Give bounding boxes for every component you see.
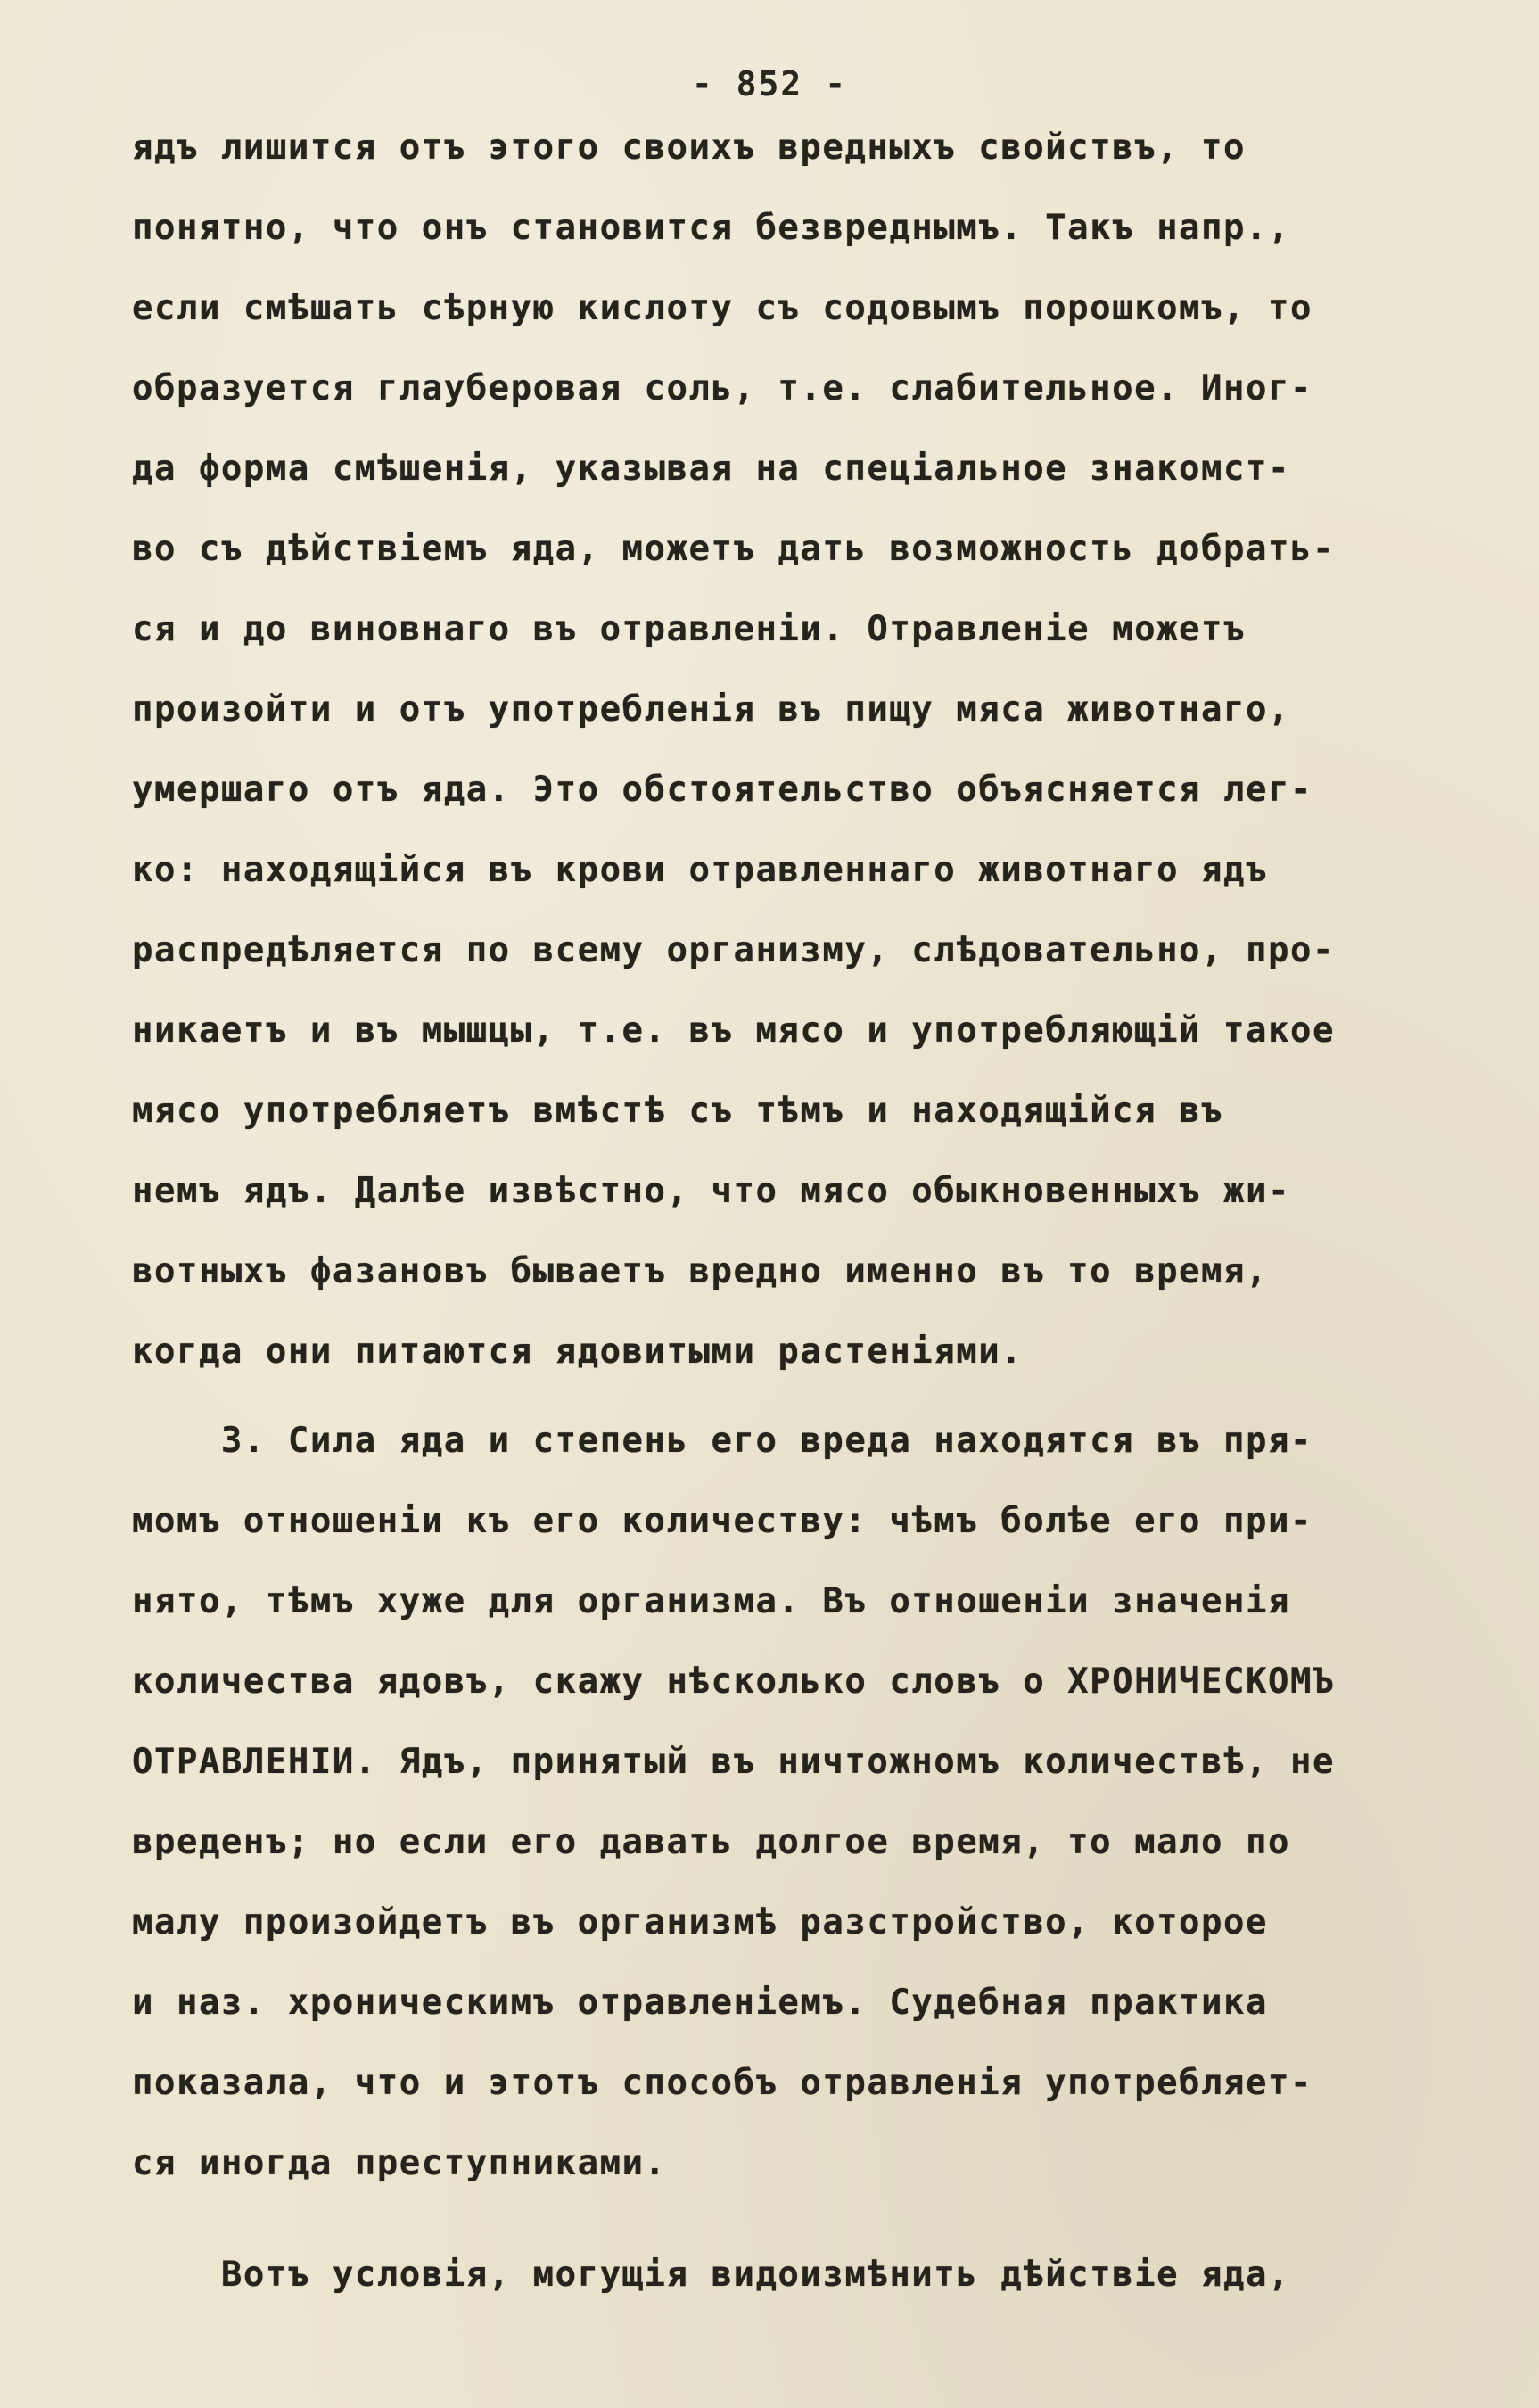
- text-line: ся и до виновнаго въ отравленіи. Отравленіе можетъ: [132, 609, 1246, 649]
- text-line: вотныхъ фазановъ бываетъ вредно именно въ то время,: [132, 1251, 1268, 1291]
- text-line: малу произойдетъ въ организмѣ разстройство, которое: [132, 1902, 1268, 1942]
- text-line: произойти и отъ употребленія въ пищу мяса животнаго,: [132, 689, 1290, 730]
- text-line: никаетъ и въ мышцы, т.е. въ мясо и употребляющій такое: [132, 1010, 1335, 1051]
- text-line: если смѣшать сѣрную кислоту съ содовымъ порошкомъ, то: [132, 288, 1313, 328]
- text-line: и наз. хроническимъ отравленіемъ. Судебная практика: [132, 1983, 1268, 2023]
- text-line: показала, что и этотъ способъ отравленія употребляет-: [132, 2063, 1313, 2103]
- text-line: ко: находящійся въ крови отравленнаго животнаго ядъ: [132, 850, 1268, 890]
- text-line: ОТРАВЛЕНІИ. Ядъ, принятый въ ничтожномъ количествѣ, не: [132, 1742, 1335, 1782]
- text-line: когда они питаются ядовитыми растеніями.: [132, 1332, 1024, 1372]
- text-line: немъ ядъ. Далѣе извѣстно, что мясо обыкновенныхъ жи-: [132, 1171, 1290, 1211]
- text-line: во съ дѣйствіемъ яда, можетъ дать возможность добрать-: [132, 529, 1335, 569]
- text-line: 3. Сила яда и степень его вреда находятся въ пря-: [132, 1421, 1313, 1461]
- text-line: умершаго отъ яда. Это обстоятельство объясняется лег-: [132, 770, 1313, 810]
- text-line: нято, тѣмъ хуже для организма. Въ отношеніи значенія: [132, 1581, 1290, 1621]
- text-line: вреденъ; но если его давать долгое время, то мало по: [132, 1822, 1290, 1862]
- text-line: момъ отношеніи къ его количеству: чѣмъ болѣе его при-: [132, 1501, 1313, 1541]
- text-line: образуется глауберовая соль, т.е. слабительное. Иног-: [132, 368, 1313, 408]
- text-line: количества ядовъ, скажу нѣсколько словъ о ХРОНИЧЕСКОМЪ: [132, 1662, 1335, 1702]
- page-number: - 852 -: [691, 64, 848, 103]
- text-line: Вотъ условія, могущія видоизмѣнить дѣйствіе яда,: [132, 2255, 1290, 2295]
- text-line: ядъ лишится отъ этого своихъ вредныхъ свойствъ, то: [132, 128, 1246, 168]
- text-line: мясо употребляетъ вмѣстѣ съ тѣмъ и находящійся въ: [132, 1091, 1224, 1131]
- text-line: распредѣляется по всему организму, слѣдовательно, про-: [132, 930, 1335, 970]
- text-line: да форма смѣшенія, указывая на спеціальное знакомст-: [132, 449, 1290, 489]
- text-line: понятно, что онъ становится безвреднымъ. Такъ напр.,: [132, 208, 1290, 248]
- text-line: ся иногда преступниками.: [132, 2143, 667, 2183]
